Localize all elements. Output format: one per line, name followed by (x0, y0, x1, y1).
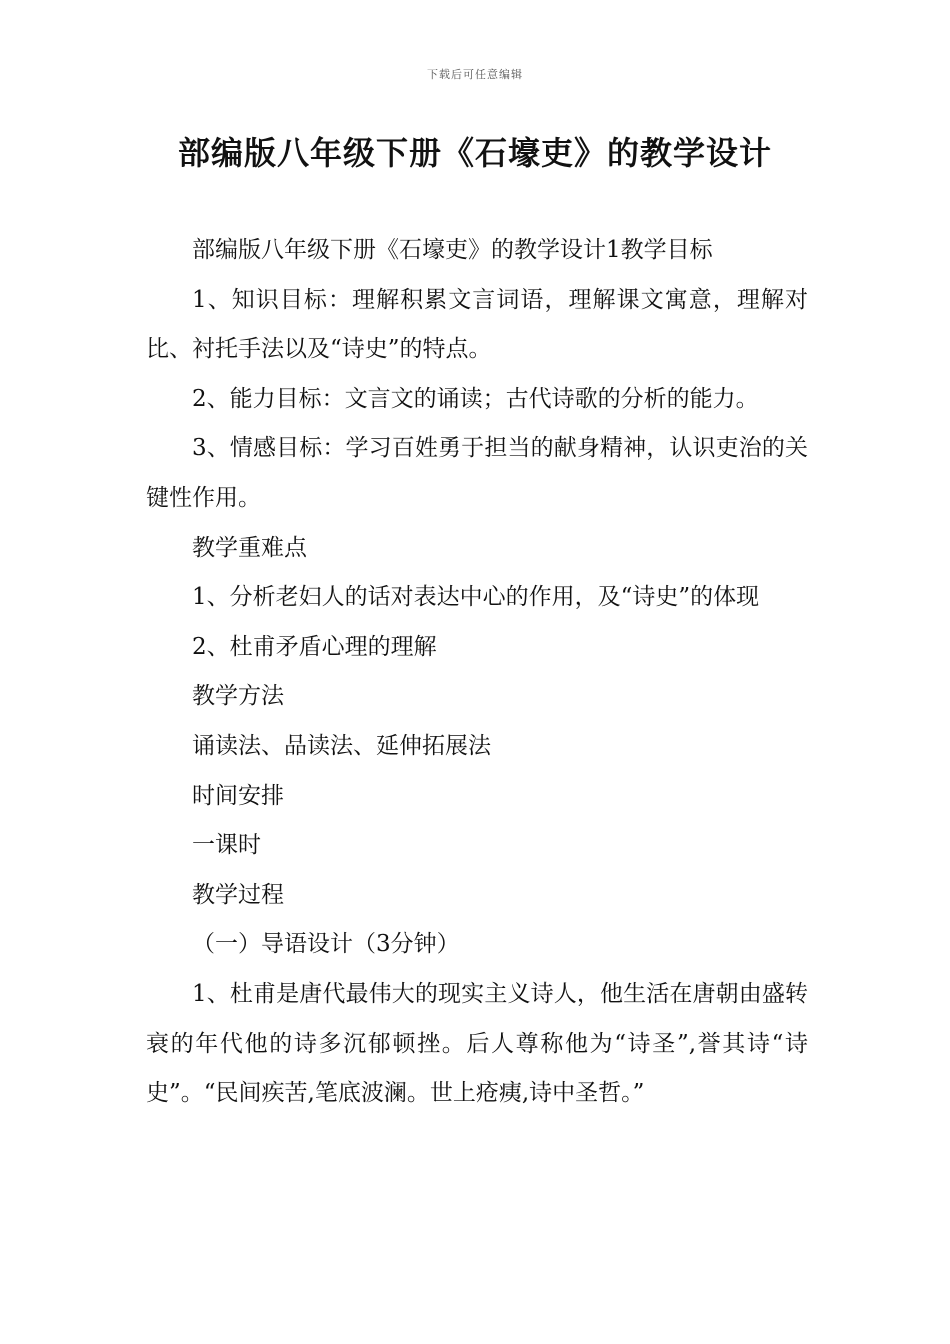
paragraph-ability-goal: 2、能力目标：文言文的诵读；古代诗歌的分析的能力。 (192, 385, 759, 412)
paragraph-emotion-goal: 3、情感目标：学习百姓勇于担当的献身精神，认识吏治的关键性作用。 (146, 435, 808, 511)
paragraph-du-fu-intro: 1、杜甫是唐代最伟大的现实主义诗人，他生活在唐朝由盛转衰的年代他的诗多沉郁顿挫。后人尊称他为“诗圣”,誉其诗“诗史”。“民间疾苦,笔底波澜。世上疮痍,诗中圣哲。” (146, 980, 808, 1107)
header-note: 下载后可任意编辑 (427, 68, 523, 81)
paragraph-intro: 部编版八年级下册《石壕吏》的教学设计1教学目标 (192, 237, 713, 263)
paragraph-knowledge-goal: 1、知识目标：理解积累文言词语，理解课文寓意，理解对比、衬托手法以及“诗史”的特点。 (146, 286, 808, 363)
section-heading-methods: 教学方法 (192, 683, 284, 710)
subsection-heading-intro-design: （一）导语设计（3分钟） (192, 931, 460, 958)
paragraph-key-point-1: 1、分析老妇人的话对表达中心的作用，及“诗史”的体现 (192, 584, 760, 611)
section-heading-schedule: 时间安排 (192, 782, 284, 809)
paragraph-methods: 诵读法、品读法、延伸拓展法 (192, 732, 491, 759)
paragraph-key-point-2: 2、杜甫矛盾心理的理解 (192, 633, 437, 660)
document-body (146, 226, 808, 1119)
document-title: 部编版八年级下册《石壕吏》的教学设计 (177, 134, 772, 172)
section-heading-key-points: 教学重难点 (192, 534, 307, 561)
section-heading-process: 教学过程 (192, 881, 284, 908)
paragraph-schedule: 一课时 (192, 832, 261, 859)
